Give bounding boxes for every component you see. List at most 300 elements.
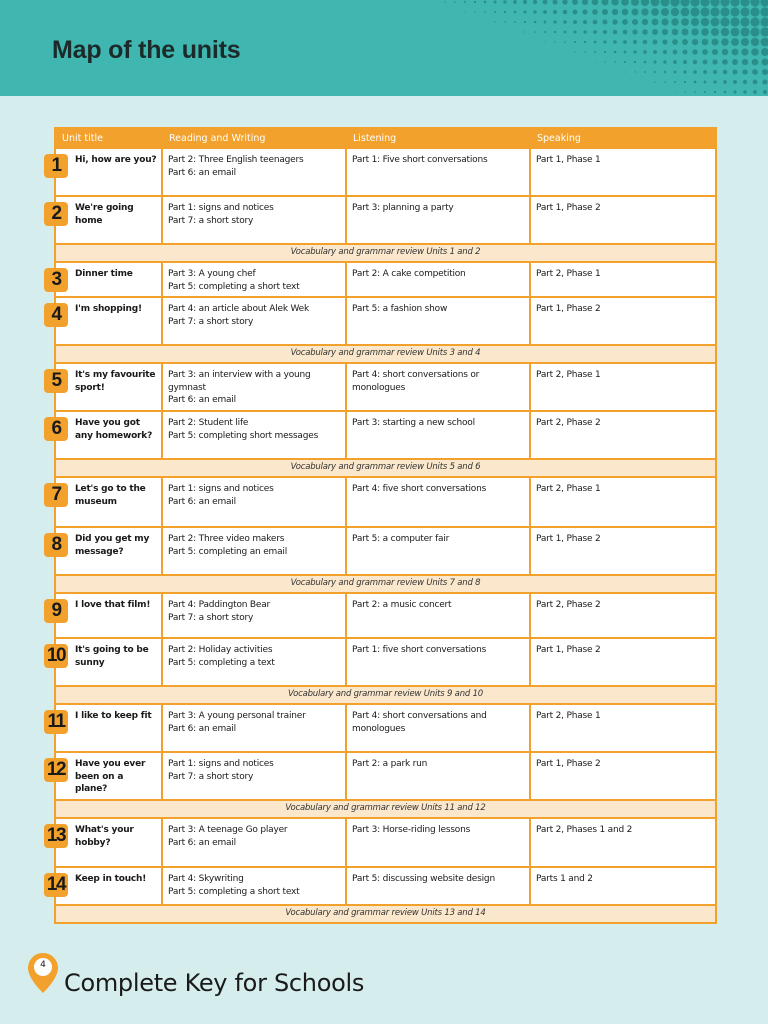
unit-title-cell [51, 593, 162, 638]
halftone-dot [703, 60, 708, 65]
halftone-dot [713, 80, 716, 83]
unit-number-badge: 13 [44, 824, 68, 848]
halftone-dot [553, 10, 557, 14]
halftone-dot [702, 39, 709, 46]
halftone-dot [674, 71, 677, 74]
listening-task: Part 2: a park run [352, 759, 428, 770]
unit-number-badge: 3 [44, 268, 68, 292]
speaking-task: Part 1, Phase 2 [536, 203, 601, 213]
reading-writing-task: Part 3: A teenage Go player [168, 825, 288, 836]
listening-cell [346, 411, 530, 459]
unit-title-cell [46, 867, 162, 905]
halftone-dot [504, 21, 505, 22]
unit-title: I'm shopping! [75, 304, 142, 315]
halftone-dot [455, 12, 456, 13]
halftone-dot [544, 41, 545, 42]
halftone-dot [642, 29, 648, 35]
reading-writing-cell [162, 196, 346, 244]
listening-cell [346, 818, 530, 867]
halftone-dot [691, 28, 698, 35]
speaking-task: Part 1, Phase 1 [536, 155, 601, 165]
halftone-dot [690, 0, 699, 7]
halftone-dot [614, 61, 616, 63]
halftone-dot [554, 41, 555, 42]
halftone-dot [651, 8, 659, 16]
unit-row [55, 638, 716, 686]
halftone-dot [562, 0, 567, 5]
speaking-task: Part 2, Phase 1 [536, 269, 601, 279]
unit-title-cell [46, 638, 162, 686]
halftone-dot [584, 51, 586, 53]
halftone-dot [651, 0, 660, 6]
halftone-dot [594, 41, 597, 44]
halftone-dot [731, 38, 739, 46]
unit-row [55, 262, 716, 297]
halftone-dot [751, 38, 759, 46]
halftone-dot [742, 69, 747, 74]
listening-task: Part 3: starting a new school [352, 418, 475, 429]
listening-task: Part 5: a computer fair [352, 534, 450, 545]
halftone-dot [722, 59, 728, 65]
halftone-dot [622, 19, 628, 25]
speaking-cell [530, 638, 716, 686]
unit-row [55, 752, 716, 800]
halftone-dot [582, 0, 588, 5]
halftone-dot [494, 1, 497, 4]
halftone-dot [584, 41, 586, 43]
halftone-dot [573, 30, 576, 33]
halftone-dot [760, 27, 768, 36]
halftone-dot [623, 30, 628, 35]
halftone-dot [682, 49, 687, 54]
halftone-dot [731, 28, 740, 37]
halftone-dot [665, 92, 666, 93]
unit-row [55, 867, 716, 905]
reading-writing-task: Part 2: Three video makers [168, 534, 285, 545]
halftone-dot [643, 50, 647, 54]
unit-row [55, 411, 716, 459]
halftone-dot [701, 28, 709, 36]
halftone-dot [534, 21, 537, 24]
halftone-dot [732, 59, 738, 65]
halftone-dot [635, 82, 636, 83]
halftone-dot [621, 0, 629, 6]
halftone-dot [662, 39, 667, 44]
halftone-dot [641, 0, 649, 6]
halftone-dot [563, 20, 567, 24]
halftone-dot [644, 71, 646, 73]
halftone-dot [514, 21, 516, 23]
unit-title: Keep in touch! [75, 874, 147, 885]
halftone-dot [524, 31, 525, 32]
halftone-dot [721, 38, 728, 45]
unit-row [55, 196, 716, 244]
review-label: Vocabulary and grammar review Units 7 and 8 [55, 575, 716, 593]
unit-title: Hi, how are you? [75, 155, 157, 165]
halftone-dot [671, 18, 678, 25]
halftone-dot [484, 1, 487, 4]
halftone-dot [704, 91, 706, 93]
listening-cell [346, 477, 530, 527]
halftone-dot [652, 29, 658, 35]
halftone-dot [680, 0, 689, 7]
halftone-dot [594, 51, 596, 53]
halftone-dot [623, 40, 627, 44]
halftone-dot [653, 60, 656, 63]
halftone-dot [683, 70, 686, 73]
speaking-cell [530, 363, 716, 411]
halftone-dot [720, 17, 729, 26]
review-label: Vocabulary and grammar review Units 5 and 6 [55, 459, 716, 477]
halftone-dot [721, 28, 729, 36]
listening-cell [346, 297, 530, 345]
halftone-dot [604, 61, 605, 62]
speaking-task: Part 2, Phase 2 [536, 600, 601, 611]
speaking-task: Part 1, Phase 2 [536, 759, 601, 770]
listening-cell [346, 363, 530, 411]
halftone-dot [694, 91, 696, 93]
unit-number-badge: 9 [44, 599, 68, 623]
halftone-dot [632, 29, 637, 34]
halftone-dot [760, 7, 768, 16]
halftone-dot [693, 60, 697, 64]
reading-writing-cell [162, 477, 346, 527]
halftone-dot [750, 27, 759, 36]
unit-title: Let's go to the museum [75, 484, 146, 507]
halftone-dot [645, 82, 646, 83]
halftone-dot [691, 18, 699, 26]
halftone-dot [671, 8, 679, 16]
listening-task: Part 2: A cake competition [352, 269, 466, 279]
reading-writing-task: Part 2: Student life [168, 418, 249, 429]
halftone-dot [544, 31, 546, 33]
unit-title: Dinner time [75, 269, 133, 279]
halftone-dot [592, 9, 598, 15]
unit-row [55, 148, 716, 196]
review-label: Vocabulary and grammar review Units 11 and 12 [55, 800, 716, 818]
halftone-dot [631, 8, 638, 15]
listening-task: Part 4: five short conversations [352, 484, 487, 495]
reading-writing-cell [162, 752, 346, 800]
halftone-dot [565, 52, 566, 53]
reading-writing-cell [162, 411, 346, 459]
reading-writing-task: Part 3: an interview with a young gymnast [168, 370, 311, 393]
reading-writing-task: Part 4: Skywriting [168, 874, 244, 885]
halftone-dot [583, 20, 587, 24]
halftone-dot [535, 42, 536, 43]
listening-cell [346, 196, 530, 244]
halftone-dot [664, 81, 666, 83]
halftone-dot [742, 59, 748, 65]
halftone-dot [634, 61, 636, 63]
reading-writing-task: Part 1: signs and notices [168, 484, 274, 495]
reading-writing-task: Part 6: an email [168, 723, 236, 734]
halftone-dot [484, 11, 486, 13]
halftone-dot [724, 91, 727, 94]
unit-title-cell [51, 262, 162, 297]
unit-title: Have you got any homework? [75, 418, 153, 441]
listening-task: Part 3: planning a party [352, 203, 454, 213]
speaking-cell [530, 704, 716, 752]
unit-title: I like to keep fit [75, 711, 152, 722]
halftone-dot [504, 11, 506, 13]
listening-cell [346, 593, 530, 638]
halftone-dot [710, 7, 719, 16]
review-row [55, 244, 716, 262]
halftone-dot [595, 62, 596, 63]
halftone-dot [514, 11, 517, 14]
halftone-dot [752, 69, 758, 75]
unit-title-cell [51, 148, 162, 196]
halftone-dot [622, 9, 629, 16]
halftone-dot [593, 20, 598, 25]
halftone-dot [723, 80, 727, 84]
halftone-dot [733, 90, 736, 93]
halftone-dot [713, 70, 717, 74]
listening-cell [346, 262, 530, 297]
speaking-cell [530, 477, 716, 527]
speaking-cell [530, 752, 716, 800]
halftone-dot [642, 19, 648, 25]
halftone-dot [714, 91, 716, 93]
halftone-dot [573, 10, 578, 15]
unit-number-badge: 6 [44, 417, 68, 441]
unit-title-cell [46, 752, 162, 800]
halftone-dot [585, 62, 586, 63]
unit-number-badge: 10 [44, 644, 68, 668]
halftone-dot [544, 21, 547, 24]
halftone-dot [753, 90, 757, 94]
halftone-dot [573, 20, 577, 24]
halftone-dot [603, 30, 607, 34]
halftone-dot [583, 30, 586, 33]
unit-row [55, 527, 716, 575]
table-header-row [55, 128, 716, 148]
halftone-dot [730, 0, 739, 7]
reading-writing-task: Part 6: an email [168, 837, 236, 848]
halftone-dot [563, 10, 568, 15]
listening-task: Part 2: a music concert [352, 600, 452, 611]
listening-cell [346, 752, 530, 800]
reading-writing-cell [162, 818, 346, 867]
halftone-dot [664, 71, 666, 73]
halftone-dot [752, 59, 759, 66]
halftone-dot [711, 18, 720, 27]
halftone-dot [574, 41, 576, 43]
halftone-dot [740, 17, 749, 26]
unit-title-cell [51, 363, 162, 411]
halftone-dot [652, 19, 659, 26]
speaking-task: Parts 1 and 2 [536, 874, 593, 885]
halftone-dot [684, 81, 686, 83]
halftone-dot [572, 0, 578, 5]
halftone-dot [684, 91, 685, 92]
reading-writing-cell [162, 363, 346, 411]
unit-number-badge: 2 [44, 202, 68, 226]
unit-number-badge: 1 [44, 154, 68, 178]
speaking-cell [530, 262, 716, 297]
halftone-dot [612, 19, 617, 24]
reading-writing-task: Part 5: completing a text [168, 657, 275, 668]
book-title: Complete Key for Schools [64, 969, 365, 997]
halftone-dot [740, 0, 749, 7]
halftone-dot [633, 50, 636, 53]
reading-writing-task: Part 6: an email [168, 496, 236, 507]
speaking-task: Part 2, Phases 1 and 2 [536, 825, 633, 836]
unit-title-cell [51, 411, 162, 459]
review-row [55, 800, 716, 818]
unit-number-badge: 5 [44, 369, 68, 393]
listening-cell [346, 148, 530, 196]
halftone-dot [670, 0, 679, 7]
halftone-dot [733, 80, 737, 84]
unit-number-badge: 14 [44, 873, 68, 897]
halftone-dot [741, 38, 749, 46]
speaking-cell [530, 148, 716, 196]
halftone-dot [703, 70, 707, 74]
halftone-dot [464, 1, 466, 3]
halftone-dot [743, 90, 746, 93]
unit-title-cell [51, 297, 162, 345]
unit-title: Did you get my message? [75, 534, 150, 557]
halftone-dot [494, 11, 496, 13]
halftone-dot [653, 40, 658, 45]
listening-task: Part 1: Five short conversations [352, 155, 488, 165]
halftone-dot [673, 50, 678, 55]
halftone-dot [760, 17, 768, 26]
halftone-dot [690, 7, 699, 16]
reading-writing-task: Part 5: completing a short text [168, 281, 300, 292]
halftone-dot [700, 0, 709, 7]
halftone-dot [604, 51, 606, 53]
halftone-dot [672, 29, 679, 36]
halftone-dot [612, 9, 618, 15]
halftone-dot [663, 50, 667, 54]
halftone-dot [614, 51, 617, 54]
halftone-dot [712, 59, 717, 64]
halftone-dot [474, 11, 475, 12]
listening-cell [346, 638, 530, 686]
reading-writing-cell [162, 148, 346, 196]
listening-task: Part 1: five short conversations [352, 645, 487, 656]
halftone-dot [720, 7, 729, 16]
halftone-dot [554, 31, 556, 33]
halftone-dot [701, 18, 710, 27]
reading-writing-cell [162, 527, 346, 575]
halftone-dot [644, 61, 647, 64]
halftone-dot [661, 0, 670, 6]
halftone-dot [682, 39, 688, 45]
unit-title: It's my favourite sport! [75, 370, 156, 393]
unit-row [55, 818, 716, 867]
reading-writing-task: Part 6: an email [168, 167, 236, 178]
halftone-dot [513, 0, 517, 4]
reading-writing-task: Part 7: a short story [168, 771, 254, 782]
speaking-task: Part 2, Phase 1 [536, 484, 601, 495]
halftone-dot [682, 29, 689, 36]
halftone-dot [710, 0, 719, 7]
halftone-dot [681, 8, 690, 17]
halftone-dot [762, 79, 767, 84]
speaking-cell [530, 411, 716, 459]
halftone-dot [533, 0, 537, 4]
halftone-dot [633, 40, 637, 44]
unit-row [55, 704, 716, 752]
halftone-dot [740, 27, 749, 36]
review-label: Vocabulary and grammar review Units 3 and 4 [55, 345, 716, 363]
unit-number-badge: 12 [44, 758, 68, 782]
halftone-dot [694, 81, 697, 84]
reading-writing-cell [162, 593, 346, 638]
halftone-dot [763, 90, 767, 94]
halftone-dot [753, 80, 758, 85]
units-table [46, 127, 717, 924]
halftone-dot [662, 29, 668, 35]
unit-number-badge: 4 [44, 303, 68, 327]
halftone-dot [564, 41, 566, 43]
halftone-dot [624, 51, 627, 54]
column-header-speaking: Speaking [530, 128, 716, 148]
halftone-dot [761, 38, 768, 47]
unit-row [55, 363, 716, 411]
reading-writing-task: Part 4: Paddington Bear [168, 600, 271, 611]
reading-writing-cell [162, 297, 346, 345]
halftone-dot [464, 11, 465, 12]
halftone-dot [603, 40, 606, 43]
halftone-dot [615, 72, 616, 73]
review-row [55, 345, 716, 363]
listening-task: Part 3: Horse-riding lessons [352, 825, 471, 836]
halftone-dot [574, 51, 575, 52]
reading-writing-task: Part 7: a short story [168, 612, 254, 623]
halftone-dot [692, 49, 697, 54]
review-label: Vocabulary and grammar review Units 9 and 10 [55, 686, 716, 704]
halftone-dot [693, 70, 697, 74]
reading-writing-cell [162, 638, 346, 686]
halftone-dot [643, 40, 648, 45]
halftone-dot [673, 60, 677, 64]
halftone-dot [672, 39, 678, 45]
halftone-dot [613, 40, 617, 44]
unit-title-cell [46, 818, 162, 867]
halftone-dot [624, 61, 626, 63]
halftone-dot [503, 0, 506, 3]
reading-writing-cell [162, 262, 346, 297]
review-label: Vocabulary and grammar review Units 1 and 2 [55, 244, 716, 262]
unit-number-badge: 7 [44, 483, 68, 507]
halftone-dot [683, 60, 687, 64]
page-title: Map of the units [52, 36, 241, 64]
location-pin-icon [26, 951, 60, 995]
unit-title: What's your hobby? [75, 825, 134, 848]
halftone-dot [553, 20, 556, 23]
reading-writing-task: Part 5: completing short messages [168, 430, 319, 441]
reading-writing-task: Part 2: Holiday activities [168, 645, 273, 656]
halftone-dot [582, 9, 587, 14]
reading-writing-task: Part 3: A young personal trainer [168, 711, 306, 722]
page-number: 4 [40, 960, 46, 970]
halftone-dot [732, 49, 739, 56]
halftone-dot [564, 31, 567, 34]
halftone-dot [711, 28, 719, 36]
reading-writing-cell [162, 704, 346, 752]
unit-row [55, 593, 716, 638]
speaking-cell [530, 867, 716, 905]
halftone-dot [674, 81, 676, 83]
unit-title-cell [51, 527, 162, 575]
halftone-dot [523, 0, 527, 4]
halftone-dot [730, 7, 739, 16]
